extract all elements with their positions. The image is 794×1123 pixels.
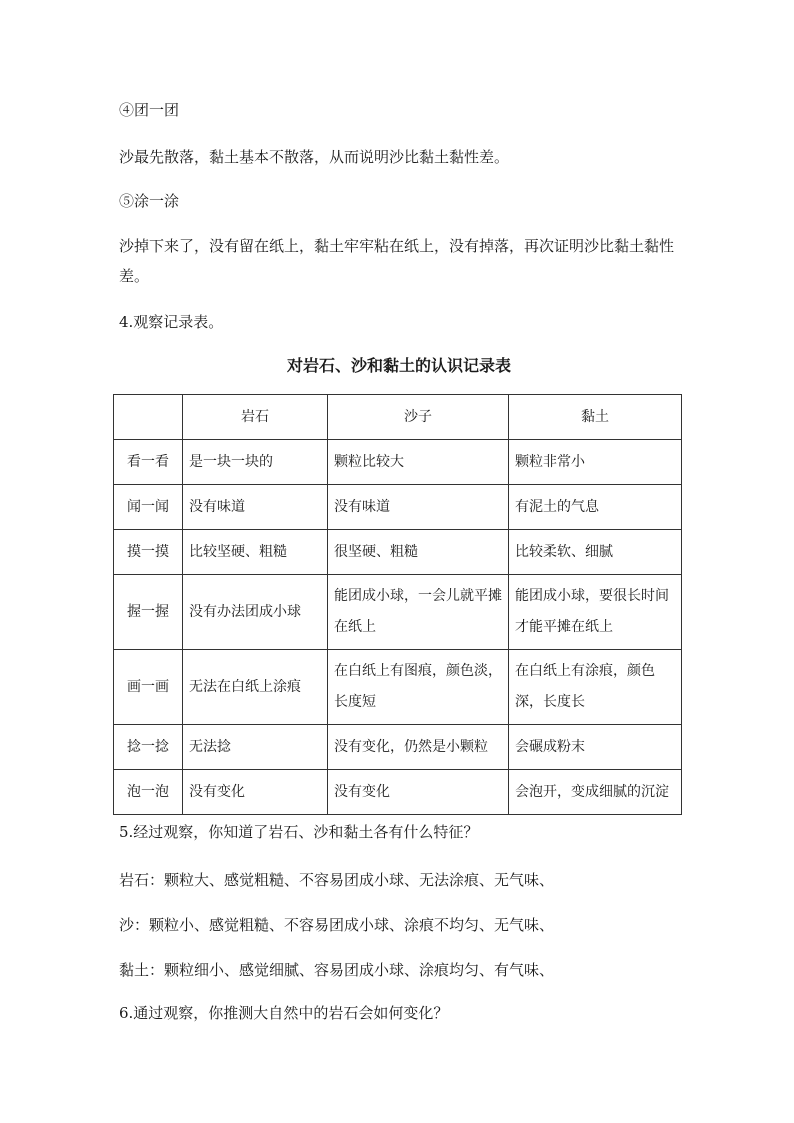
table-cell: 是一块一块的 — [183, 440, 328, 485]
paragraph-step5: ⑤涂一涂 — [119, 192, 180, 210]
table-row — [114, 575, 682, 650]
paragraph-step4-result: 沙最先散落，黏土基本不散落，从而说明沙比黏土黏性差。 — [119, 148, 510, 166]
table-cell: 无法捻 — [183, 725, 328, 770]
row-label: 泡一泡 — [114, 770, 183, 815]
answer-clay: 黏土：颗粒细小、感觉细腻、容易团成小球、涂痕均匀、有气味、 — [119, 961, 555, 979]
table-cell: 没有变化 — [183, 770, 328, 815]
table-cell: 颗粒比较大 — [328, 440, 509, 485]
table-cell: 没有变化 — [328, 770, 509, 815]
header-cell — [114, 395, 183, 440]
table-cell: 没有味道 — [183, 485, 328, 530]
table-row — [114, 530, 682, 575]
record-table — [113, 394, 682, 815]
table-cell: 比较柔软、细腻 — [509, 530, 682, 575]
row-label: 画一画 — [114, 650, 183, 725]
table-cell: 没有办法团成小球 — [183, 575, 328, 650]
question-6: 6.通过观察，你推测大自然中的岩石会如何变化？ — [119, 1004, 449, 1022]
table-row — [114, 440, 682, 485]
table-header-row — [114, 395, 682, 440]
table-row — [114, 650, 682, 725]
table-cell: 会泡开，变成细腻的沉淀 — [509, 770, 682, 815]
table-cell: 会碾成粉末 — [509, 725, 682, 770]
table-title: 对岩石、沙和黏土的认识记录表 — [286, 356, 511, 375]
paragraph-step4: ④团一团 — [119, 101, 180, 119]
answer-rock: 岩石：颗粒大、感觉粗糙、不容易团成小球、无法涂痕、无气味、 — [119, 871, 555, 889]
header-cell: 黏土 — [509, 395, 682, 440]
answer-sand: 沙：颗粒小、感觉粗糙、不容易团成小球、涂痕不均匀、无气味、 — [119, 916, 555, 934]
table-cell: 颗粒非常小 — [509, 440, 682, 485]
table-cell: 能团成小球，一会儿就平摊在纸上 — [328, 575, 509, 650]
row-label: 闻一闻 — [114, 485, 183, 530]
table-cell: 在白纸上有图痕，颜色淡，长度短 — [328, 650, 509, 725]
question-5: 5.经过观察，你知道了岩石、沙和黏土各有什么特征？ — [119, 823, 479, 841]
table-cell: 没有变化，仍然是小颗粒 — [328, 725, 509, 770]
row-label: 看一看 — [114, 440, 183, 485]
paragraph-record-intro: 4.观察记录表。 — [119, 313, 224, 331]
paragraph-step5-result: 沙掉下来了，没有留在纸上，黏土牢牢粘在纸上，没有掉落，再次证明沙比黏土黏性差。 — [119, 237, 675, 285]
header-cell: 沙子 — [328, 395, 509, 440]
table-row — [114, 485, 682, 530]
table-cell: 比较坚硬、粗糙 — [183, 530, 328, 575]
table-cell: 能团成小球，要很长时间才能平摊在纸上 — [509, 575, 682, 650]
row-label: 摸一摸 — [114, 530, 183, 575]
table-cell: 有泥土的气息 — [509, 485, 682, 530]
table-row — [114, 770, 682, 815]
table-cell: 无法在白纸上涂痕 — [183, 650, 328, 725]
table-row — [114, 725, 682, 770]
row-label: 握一握 — [114, 575, 183, 650]
table-cell: 没有味道 — [328, 485, 509, 530]
table-cell: 很坚硬、粗糙 — [328, 530, 509, 575]
table-cell: 在白纸上有涂痕，颜色深，长度长 — [509, 650, 682, 725]
row-label: 捻一捻 — [114, 725, 183, 770]
header-cell: 岩石 — [183, 395, 328, 440]
